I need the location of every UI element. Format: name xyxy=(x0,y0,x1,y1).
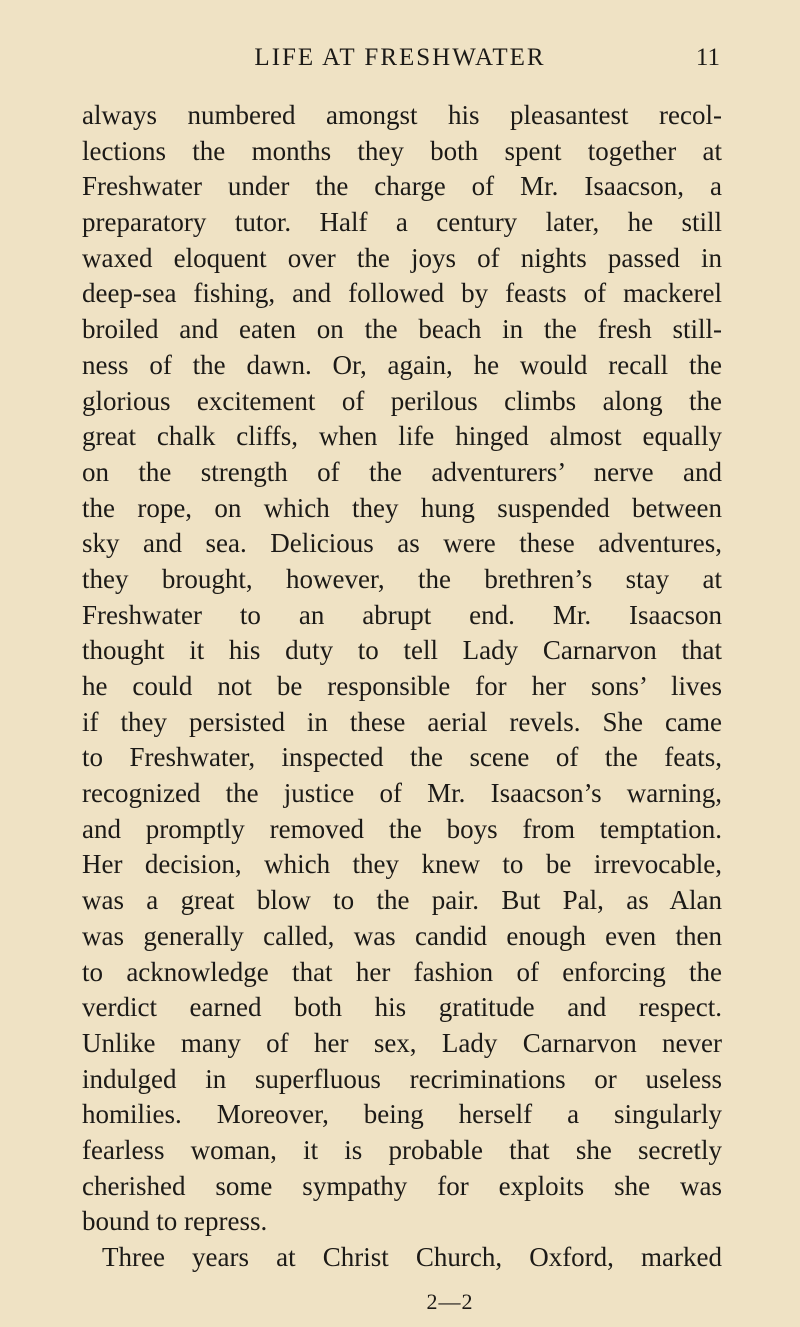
text-line: to acknowledge that her fashion of enforcing the xyxy=(82,956,722,987)
body-text xyxy=(82,98,722,1276)
text-line: Freshwater to an abrupt end. Mr. Isaacson xyxy=(82,599,722,630)
text-line: fearless woman, it is probable that she secretly xyxy=(82,1134,722,1165)
text-line: they brought, however, the brethren’s stay at xyxy=(82,563,722,594)
text-line: he could not be responsible for her sons’ lives xyxy=(82,671,722,701)
text-line: Freshwater under the charge of Mr. Isaacson, a xyxy=(82,171,722,202)
text-line: glorious excitement of perilous climbs along the xyxy=(82,385,722,416)
text-line: great chalk cliffs, when life hinged almost equally xyxy=(82,421,722,452)
text-line: Unlike many of her sex, Lady Carnarvon never xyxy=(82,1027,722,1058)
text-line: waxed eloquent over the joys of nights passed in xyxy=(82,242,722,273)
text-line: verdict earned both his gratitude and respect. xyxy=(82,992,722,1023)
text-line: the rope, on which they hung suspended between xyxy=(82,492,722,523)
running-head: LIFE AT FRESHWATER xyxy=(254,44,546,71)
text-line: was generally called, was candid enough even then xyxy=(82,920,722,951)
text-line: thought it his duty to tell Lady Carnarvon that xyxy=(82,635,722,666)
text-line: indulged in superfluous recriminations or useless xyxy=(82,1063,722,1094)
text-line: Three years at Christ Church, Oxford, marked xyxy=(102,1242,722,1272)
text-line: and promptly removed the boys from temptation. xyxy=(82,813,722,844)
text-line: recognized the justice of Mr. Isaacson’s warning, xyxy=(82,778,722,809)
text-line: ness of the dawn. Or, again, he would recall the xyxy=(82,349,722,380)
page-number: 11 xyxy=(695,44,720,71)
page-header xyxy=(0,38,800,78)
text-line: homilies. Moreover, being herself a singularly xyxy=(82,1099,722,1130)
text-line: bound to repress. xyxy=(82,1206,268,1237)
text-line: cherished some sympathy for exploits she was xyxy=(82,1170,722,1201)
text-line: sky and sea. Delicious as were these adventures, xyxy=(82,528,722,559)
text-line: on the strength of the adventurers’ nerve and xyxy=(82,456,722,487)
text-line: deep-sea fishing, and followed by feasts of mackerel xyxy=(82,278,722,309)
text-line: lections the months they both spent together at xyxy=(82,135,722,166)
text-line: preparatory tutor. Half a century later, he still xyxy=(82,207,722,238)
text-line: was a great blow to the pair. But Pal, as Alan xyxy=(82,885,722,916)
text-line: always numbered amongst his pleasantest recol- xyxy=(82,100,722,130)
text-line: if they persisted in these aerial revels. She came xyxy=(82,706,722,737)
signature-mark: 2—2 xyxy=(426,1289,474,1314)
text-line: Her decision, which they knew to be irrevocable, xyxy=(82,849,722,880)
text-line: broiled and eaten on the beach in the fresh still- xyxy=(82,314,722,345)
text-line: to Freshwater, inspected the scene of the feats, xyxy=(82,742,722,773)
